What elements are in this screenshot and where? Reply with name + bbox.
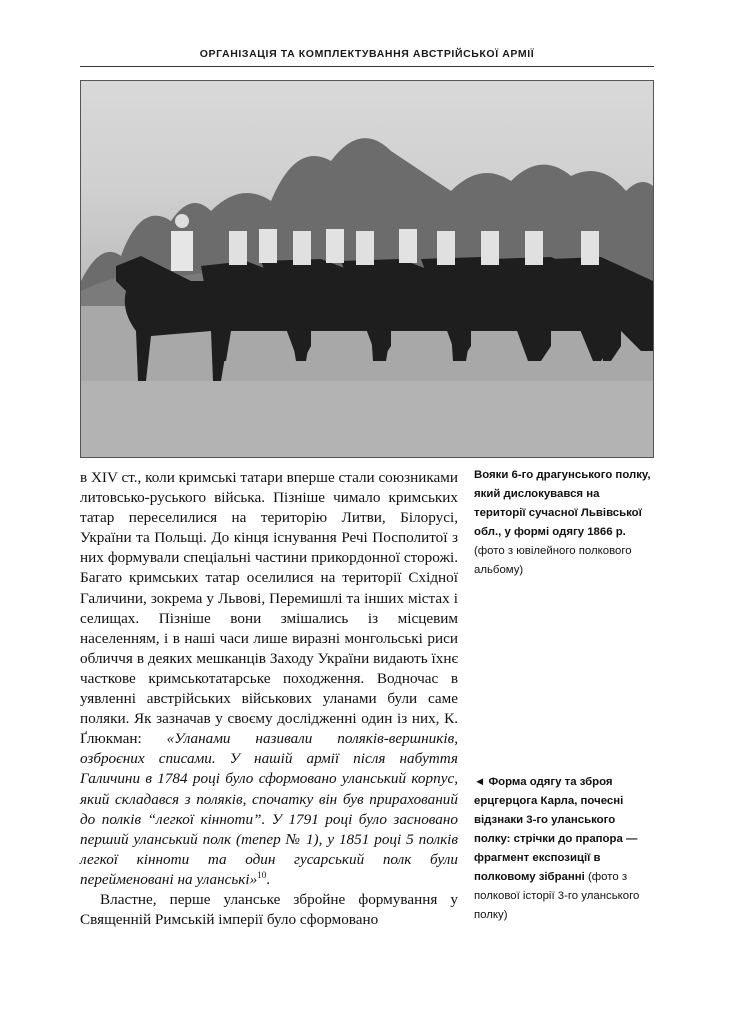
photo-caption-bold: Вояки 6-го драгунського полку, який дислокувався на території сучасної Львівської обл., у формі одягу 1866 р. — [474, 469, 651, 538]
header-rule — [80, 66, 654, 67]
side-caption — [474, 773, 654, 925]
running-title: ОРГАНІЗАЦІЯ ТА КОМПЛЕКТУВАННЯ АВСТРІЙСЬКОЇ АРМІЇ — [199, 48, 535, 60]
paragraph-1 — [80, 468, 458, 890]
left-arrow-icon: ◄ — [474, 776, 486, 788]
cavalry-regiment-photo — [80, 80, 654, 458]
footnote-ref: 10 — [257, 869, 267, 880]
body-text — [80, 468, 458, 930]
side-caption-bold: Форма одягу та зброя ерцгерцога Карла, почесні відзнаки 3-го уланського полку: стрічки до прапора — фрагмент експозиції в полковому зібранні — [474, 776, 638, 883]
photo-caption — [474, 466, 654, 580]
paragraph-1-end: . — [266, 870, 271, 888]
paragraph-2: Властне, перше уланське збройне формування у Священній Римській імперії було сформовано — [80, 890, 458, 929]
photo-caption-source: (фото з ювілейного полкового альбому) — [474, 545, 632, 576]
gluckman-quote: «Уланами називали поляків-вершників, озброєних списами. У нашій армії після набуття Галичини в 1784 році було сформовано уланський корпус, який складався з поляків, спочатку він був прирахований до полків “легкої кінноти”. У 1791 році було засновано перший уланський полк (тепер № 1), у 1851 році 5 полків легкої кінноти та один гусарський полк були перейменовані на уланські» — [80, 730, 458, 888]
paragraph-1-text: в XIV ст., коли кримські татари вперше стали союзниками литовсько-руського війська. Пізніше чимало кримських татар переселилися на територію Литви, Білорусі, України та Польщі. До кінця існування Речі Посполитої з них формували спеціальні частини прикордонної сторожі. Багато кримських татар оселилися на території Східної Галичини, зокрема у Львові, Перемишлі та інших містах і селищах. Пізніше вони змішались із місцевим населенням, і в наші часи лише виразні монгольські риси обличчя в деяких мешканців Заходу України видають їхнє часткове кримськотатарське походження. Водночас в уявленні австрійських військових уланами були саме поляки. Як зазначав у своєму дослідженні один із них, К. Ґлюкман: — [80, 469, 459, 748]
photo-illustration — [81, 81, 653, 457]
field-foreground — [81, 381, 653, 457]
side-caption-source: (фото з полкової історії 3-го уланського полку) — [474, 871, 640, 921]
